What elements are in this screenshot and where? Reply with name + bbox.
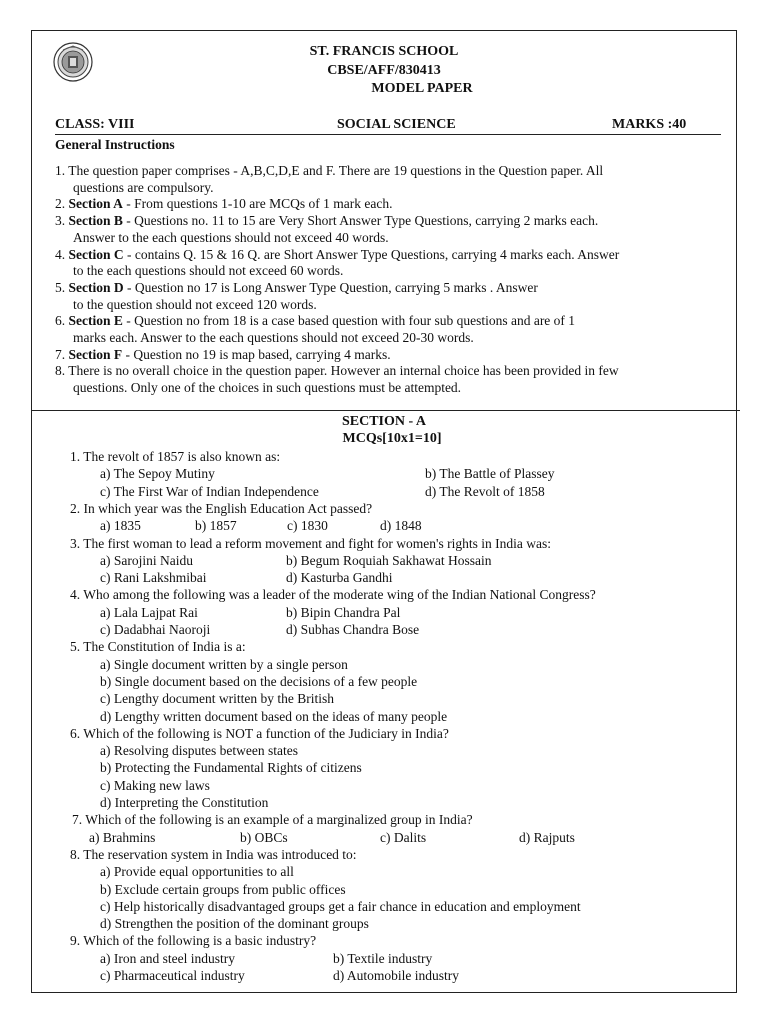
mcq-option: a) The Sepoy Mutiny — [100, 466, 215, 482]
instruction-number: 2. — [55, 196, 69, 212]
instruction-line — [55, 212, 598, 229]
instruction-section-label: Section F — [68, 346, 123, 362]
mcq-option: c) Making new laws — [100, 777, 210, 793]
mcq-option: c) Dadabhai Naoroji — [100, 622, 211, 637]
instruction-line — [73, 296, 317, 313]
mcq-option: c) Lengthy document written by the British — [100, 691, 334, 707]
mcq-option: b) Begum Roquiah Sakhawat Hossain — [286, 552, 492, 568]
instruction-line — [55, 279, 538, 296]
mcq-option: a) Iron and steel industry — [100, 950, 235, 966]
mcq-question: 9. Which of the following is a basic industry? — [70, 933, 317, 949]
mcq-option: b) 1857 — [195, 518, 237, 534]
instruction-text: Answer to the each questions should not exceed 40 words. — [73, 229, 389, 245]
mcq-option: b) Exclude certain groups from public offices — [100, 881, 346, 897]
mcq-question: 7. Which of the following is an example of a marginalized group in India? — [72, 812, 473, 828]
instruction-text: - From questions 1-10 are MCQs of 1 mark each. — [122, 196, 393, 212]
mcq-option: c) Help historically disadvantaged groups get a fair chance in education and employment — [100, 898, 581, 914]
mcq-option: a) Sarojini Naidu — [100, 552, 193, 568]
mcq-option: a) Single document written by a single person — [100, 656, 348, 672]
mcq-option: d) Rajputs — [519, 829, 575, 845]
mcq-option: d) Strengthen the position of the dominant groups — [100, 916, 369, 932]
instruction-line — [55, 346, 391, 363]
instruction-text: - Question no 19 is map based, carrying 4 marks. — [122, 346, 391, 362]
instruction-line — [73, 262, 343, 279]
instruction-text: questions. Only one of the choices in such questions must be attempted. — [73, 380, 462, 396]
instruction-number: 6. — [55, 313, 69, 329]
instruction-text: questions are compulsory. — [73, 179, 214, 195]
instruction-text: - contains Q. 15 & 16 Q. are Short Answer Type Questions, carrying 4 marks each. Answer — [123, 246, 620, 262]
mcq-question: 1. The revolt of 1857 is also known as: — [70, 449, 281, 464]
instruction-number: 8. — [55, 363, 69, 379]
mcq-question: 3. The first woman to lead a reform movement and fight for women's rights in India was: — [70, 535, 551, 551]
section-divider — [31, 410, 740, 411]
mcq-option: b) Protecting the Fundamental Rights of citizens — [100, 760, 362, 776]
instruction-text: marks each. Answer to the each questions should not exceed 20-30 words. — [73, 330, 474, 345]
mcq-question: 6. Which of the following is NOT a function of the Judiciary in India? — [70, 725, 449, 741]
instruction-line — [55, 362, 619, 379]
mcq-question: 4. Who among the following was a leader of the moderate wing of the Indian National Congress? — [70, 587, 596, 603]
mcq-option: d) Interpreting the Constitution — [100, 795, 269, 810]
mcq-option: d) Subhas Chandra Bose — [286, 622, 420, 637]
instruction-line — [55, 312, 575, 329]
class-label: CLASS: VIII — [55, 117, 135, 132]
marks-label: MARKS :40 — [612, 117, 687, 132]
mcq-option: b) OBCs — [240, 829, 288, 845]
instruction-text: to the question should not exceed 120 words. — [73, 296, 317, 312]
mcq-question: 2. In which year was the English Education Act passed? — [70, 500, 373, 516]
mcq-option: b) Single document based on the decisions of a few people — [100, 673, 418, 689]
mcq-option: d) Automobile industry — [333, 968, 459, 983]
instruction-line — [73, 229, 389, 246]
mcq-option: a) Provide equal opportunities to all — [100, 864, 294, 880]
mcq-option: c) Dalits — [380, 829, 427, 845]
instruction-line — [73, 379, 461, 396]
instruction-number: 5. — [55, 279, 69, 295]
instruction-line — [73, 179, 213, 196]
mcq-question: 5. The Constitution of India is a: — [70, 639, 246, 655]
header-rule — [55, 134, 721, 135]
mcq-option: b) Textile industry — [333, 950, 433, 966]
mcq-option: a) Brahmins — [89, 829, 156, 845]
instruction-text: - Question no 17 is Long Answer Type Question, carrying 5 marks . Answer — [123, 279, 538, 295]
instruction-number: 1. — [55, 163, 69, 178]
mcq-option: d) Kasturba Gandhi — [286, 570, 393, 586]
instruction-section-label: Section A — [68, 196, 123, 212]
mcq-option: a) Resolving disputes between states — [100, 743, 298, 759]
instruction-text: to the each questions should not exceed 60 words. — [73, 263, 344, 279]
subject-label: SOCIAL SCIENCE — [337, 117, 456, 132]
instruction-section-label: Section E — [68, 313, 123, 329]
section-a-title: SECTION - A — [341, 414, 427, 429]
instruction-section-label: Section B — [68, 213, 123, 229]
instruction-number: 7. — [55, 346, 69, 362]
section-a-subtitle: MCQs[10x1=10] — [342, 431, 442, 446]
mcq-option: c) 1830 — [287, 518, 328, 534]
mcq-option: b) The Battle of Plassey — [425, 466, 555, 482]
school-code: CBSE/AFF/830413 — [327, 63, 441, 78]
instruction-line — [55, 162, 603, 179]
school-name: ST. FRANCIS SCHOOL — [309, 44, 459, 59]
instruction-section-label: Section C — [68, 246, 124, 262]
mcq-option: d) 1848 — [380, 518, 422, 534]
instruction-line — [55, 246, 619, 263]
paper-type: MODEL PAPER — [371, 81, 473, 96]
mcq-option: c) Rani Lakshmibai — [100, 570, 207, 586]
instruction-text: - Question no from 18 is a case based question with four sub questions and are of 1 — [122, 313, 576, 329]
mcq-option: a) Lala Lajpat Rai — [100, 604, 198, 620]
instruction-text: The question paper comprises - A,B,C,D,E and F. There are 19 questions in the Question paper. All — [68, 163, 604, 178]
instruction-number: 4. — [55, 246, 69, 262]
mcq-option: d) The Revolt of 1858 — [425, 483, 545, 499]
instruction-line — [55, 195, 392, 212]
mcq-option: c) The First War of Indian Independence — [100, 483, 319, 499]
mcq-option: b) Bipin Chandra Pal — [286, 604, 401, 620]
mcq-option: c) Pharmaceutical industry — [100, 968, 245, 983]
instruction-line — [73, 329, 474, 346]
instruction-number: 3. — [55, 213, 69, 229]
mcq-question: 8. The reservation system in India was introduced to: — [70, 846, 357, 862]
mcq-option: d) Lengthy written document based on the ideas of many people — [100, 708, 448, 724]
instruction-section-label: Section D — [68, 279, 124, 295]
instruction-text: There is no overall choice in the question paper. However an internal choice has been provided in few — [68, 363, 619, 379]
mcq-option: a) 1835 — [100, 518, 141, 534]
instruction-text: - Questions no. 11 to 15 are Very Short Answer Type Questions, carrying 2 marks each. — [122, 213, 599, 229]
instructions-heading: General Instructions — [55, 137, 175, 152]
